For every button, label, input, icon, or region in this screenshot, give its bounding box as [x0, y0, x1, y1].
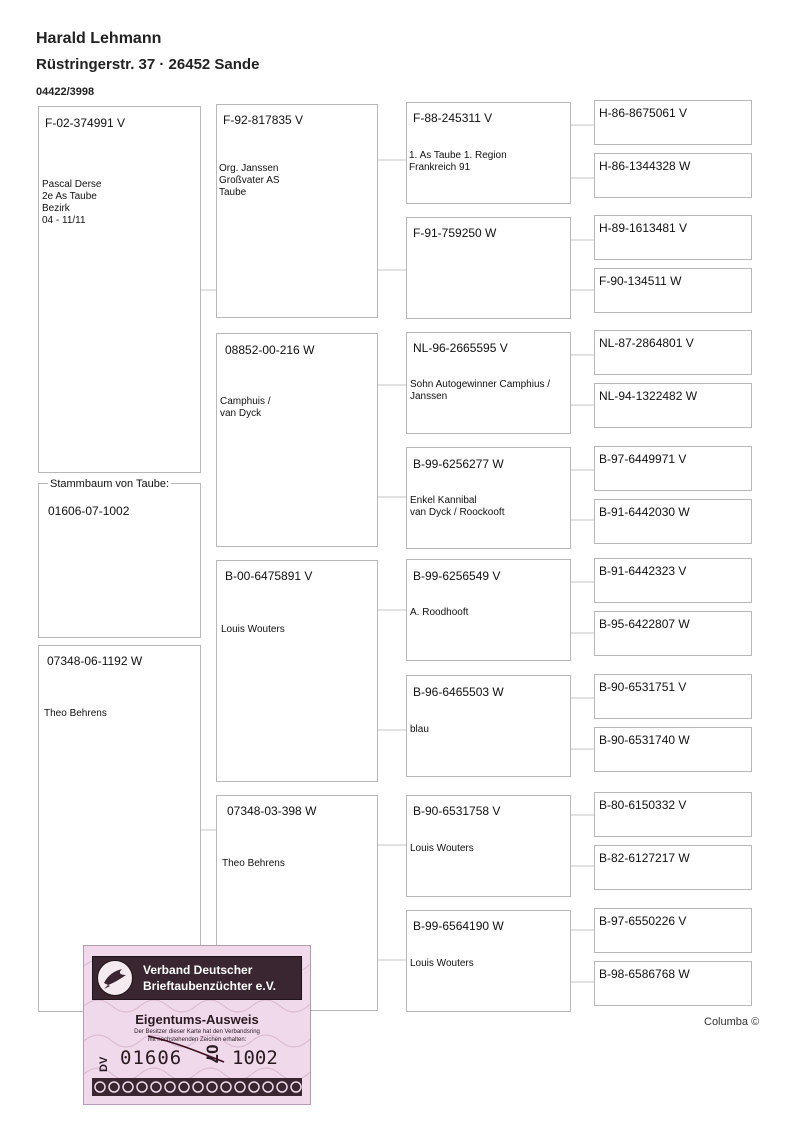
gen2-box [216, 560, 378, 782]
pigeon-ring: F-02-374991 V [45, 116, 126, 130]
gen4-ring: NL-87-2864801 V [599, 336, 694, 350]
gen3-ring: B-90-6531758 V [413, 804, 501, 818]
gen4-ring: F-90-134511 W [599, 274, 682, 288]
gen4-ring: B-98-6586768 W [599, 967, 690, 981]
gen3-note: Louis Wouters [410, 958, 474, 969]
gen3-ring: F-91-759250 W [413, 226, 497, 240]
gen4-box [594, 383, 752, 428]
gen3-ring: NL-96-2665595 V [413, 341, 508, 355]
card-ring-year: 07 [202, 1044, 222, 1064]
pigeon-note: Pascal Derse 2e As Taube Bezirk 04 - 11/11 [42, 179, 102, 226]
gen4-ring: B-90-6531740 W [599, 733, 690, 747]
gen3-note: Enkel Kannibal van Dyck / Roockooft [410, 495, 505, 518]
gen4-box [594, 215, 752, 260]
gen2-note: Theo Behrens [222, 858, 285, 869]
gen3-note: Louis Wouters [410, 843, 474, 854]
stammbaum-ring: 01606-07-1002 [48, 504, 130, 518]
ownership-card [83, 945, 311, 1105]
pigeon-box [38, 106, 201, 473]
gen4-ring: H-86-1344328 W [599, 159, 691, 173]
card-subtitle: Der Besitzer dieser Karte hat den Verbandsring mit nachstehenden Zeichen erhalten: [134, 1029, 260, 1043]
card-org-line2: Brieftaubenzüchter e.V. [143, 979, 276, 993]
stammbaum-label: Stammbaum von Taube: [50, 478, 170, 490]
gen4-box [594, 611, 752, 656]
gen2-note: Org. Janssen Großvater AS Taube [219, 163, 280, 198]
gen3-box [406, 332, 571, 434]
gen4-box [594, 674, 752, 719]
software-credit: Columba © [704, 1016, 760, 1028]
gen4-box [594, 446, 752, 491]
gen3-box [406, 559, 571, 661]
gen4-ring: H-86-8675061 V [599, 106, 688, 120]
gen3-note: Sohn Autogewinner Camphius / Janssen [410, 379, 551, 402]
gen4-box [594, 792, 752, 837]
gen2-ring: 08852-00-216 W [225, 343, 315, 357]
card-org-line1: Verband Deutscher [143, 963, 253, 977]
gen3-note: A. Roodhooft [410, 607, 469, 618]
gen4-box [594, 330, 752, 375]
gen3-ring: B-99-6564190 W [413, 919, 504, 933]
gen4-ring: B-97-6550226 V [599, 914, 687, 928]
owner-phone: 04422/3998 [36, 86, 95, 98]
gen2-ring: F-92-817835 V [223, 113, 304, 127]
card-ring-number-left: 01606 [120, 1047, 183, 1069]
gen4-box [594, 153, 752, 198]
gen3-box [406, 217, 571, 319]
dam-note: Theo Behrens [44, 708, 107, 719]
gen4-ring: B-82-6127217 W [599, 851, 690, 865]
gen3-ring: B-99-6256277 W [413, 457, 504, 471]
gen4-ring: B-91-6442323 V [599, 564, 687, 578]
pen-mark [84, 946, 311, 1105]
gen4-box [594, 961, 752, 1006]
gen4-ring: H-89-1613481 V [599, 221, 688, 235]
gen3-ring: B-96-6465503 W [413, 685, 504, 699]
gen4-box [594, 845, 752, 890]
gen4-box [594, 499, 752, 544]
gen4-box [594, 727, 752, 772]
dam-ring: 07348-06-1192 W [47, 654, 143, 668]
gen3-box [406, 675, 571, 777]
gen3-note: 1. As Taube 1. Region Frankreich 91 [409, 150, 507, 173]
gen4-ring: NL-94-1322482 W [599, 389, 698, 403]
gen3-box [406, 795, 571, 897]
gen3-note: blau [410, 724, 429, 735]
gen2-box [216, 333, 378, 547]
gen2-note: Camphuis / van Dyck [220, 396, 271, 419]
gen4-ring: B-91-6442030 W [599, 505, 690, 519]
gen3-box [406, 102, 571, 204]
gen4-ring: B-95-6422807 W [599, 617, 690, 631]
gen4-box [594, 558, 752, 603]
gen3-ring: F-88-245311 V [413, 111, 493, 125]
gen3-box [406, 910, 571, 1012]
gen4-box [594, 908, 752, 953]
owner-address: Rüstringerstr. 37 · 26452 Sande [36, 56, 260, 73]
gen4-box [594, 100, 752, 145]
gen3-box [406, 447, 571, 549]
gen2-note: Louis Wouters [221, 624, 285, 635]
gen4-ring: B-80-6150332 V [599, 798, 687, 812]
gen2-box [216, 104, 378, 318]
gen4-ring: B-97-6449971 V [599, 452, 687, 466]
gen3-ring: B-99-6256549 V [413, 569, 501, 583]
gen2-ring: 07348-03-398 W [227, 804, 317, 818]
gen4-box [594, 268, 752, 313]
card-title: Eigentums-Ausweis [135, 1012, 259, 1027]
card-ring-number-right: 1002 [232, 1047, 278, 1069]
owner-name: Harald Lehmann [36, 30, 162, 47]
gen4-ring: B-90-6531751 V [599, 680, 687, 694]
gen2-ring: B-00-6475891 V [225, 569, 313, 583]
card-dv-label: DV [98, 1056, 110, 1072]
